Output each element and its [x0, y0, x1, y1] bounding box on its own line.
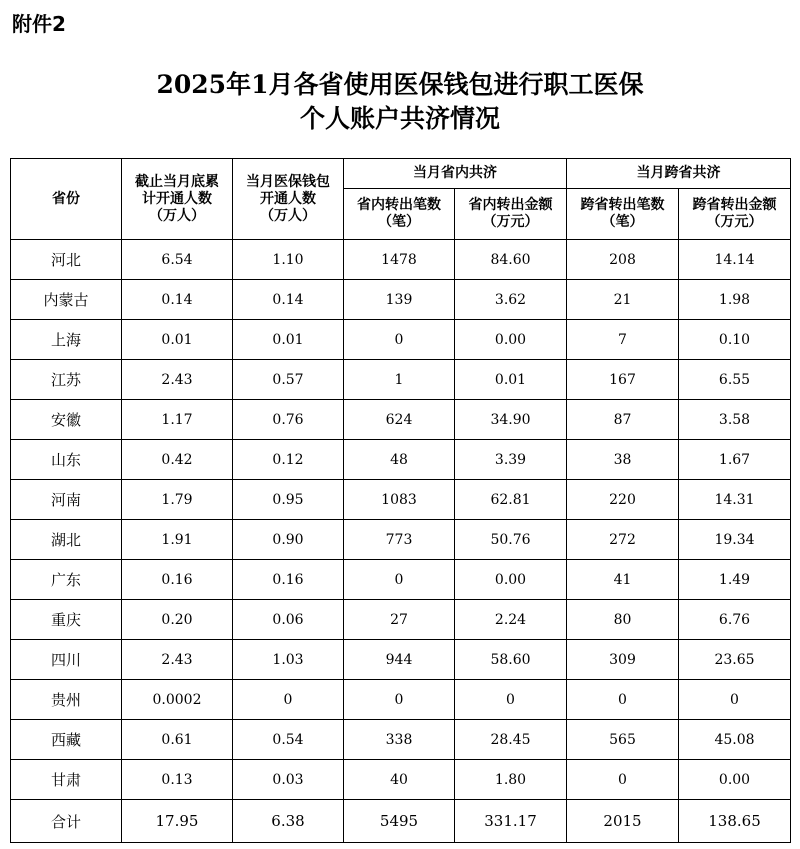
table-row	[11, 560, 791, 600]
monthly-users-cell: 1.10	[233, 240, 344, 280]
table-row	[11, 320, 791, 360]
cross-count-cell: 208	[567, 240, 679, 280]
total-cumulative-users-cell: 17.95	[122, 800, 233, 843]
province-cell: 甘肃	[11, 760, 122, 800]
intra-amount-cell: 3.62	[455, 280, 567, 320]
total-intra-count-cell: 5495	[344, 800, 455, 843]
intra-count-cell: 0	[344, 680, 455, 720]
province-cell: 上海	[11, 320, 122, 360]
document-title	[0, 68, 800, 136]
cross-amount-cell: 14.14	[679, 240, 791, 280]
total-row	[11, 800, 791, 843]
monthly-users-cell: 0.54	[233, 720, 344, 760]
attachment-label: 附件2	[12, 12, 66, 36]
intra-count-cell: 139	[344, 280, 455, 320]
cross-count-cell: 38	[567, 440, 679, 480]
intra-count-cell: 48	[344, 440, 455, 480]
cross-count-cell: 0	[567, 680, 679, 720]
province-cell: 湖北	[11, 520, 122, 560]
cumulative-users-cell: 0.14	[122, 280, 233, 320]
monthly-users-cell: 0.12	[233, 440, 344, 480]
province-cell: 广东	[11, 560, 122, 600]
cross-count-cell: 21	[567, 280, 679, 320]
province-cell: 河北	[11, 240, 122, 280]
cross-amount-cell: 0.00	[679, 760, 791, 800]
table-row	[11, 360, 791, 400]
monthly-users-cell: 0.95	[233, 480, 344, 520]
monthly-users-cell: 0.03	[233, 760, 344, 800]
cross-count-cell: 272	[567, 520, 679, 560]
cross-amount-cell: 0	[679, 680, 791, 720]
table-row	[11, 240, 791, 280]
cross-amount-cell: 14.31	[679, 480, 791, 520]
intra-count-cell: 27	[344, 600, 455, 640]
monthly-users-cell: 0.76	[233, 400, 344, 440]
cross-amount-cell: 23.65	[679, 640, 791, 680]
total-cross-amount-cell: 138.65	[679, 800, 791, 843]
monthly-users-cell: 0.57	[233, 360, 344, 400]
table-row	[11, 440, 791, 480]
monthly-users-cell: 0.06	[233, 600, 344, 640]
cross-amount-cell: 1.98	[679, 280, 791, 320]
cross-count-cell: 220	[567, 480, 679, 520]
province-cell: 安徽	[11, 400, 122, 440]
monthly-users-cell: 1.03	[233, 640, 344, 680]
intra-count-cell: 1478	[344, 240, 455, 280]
cross-amount-cell: 6.55	[679, 360, 791, 400]
cross-amount-cell: 6.76	[679, 600, 791, 640]
cumulative-users-cell: 6.54	[122, 240, 233, 280]
total-province-cell: 合计	[11, 800, 122, 843]
cross-count-cell: 565	[567, 720, 679, 760]
cumulative-users-cell: 0.16	[122, 560, 233, 600]
total-monthly-users-cell: 6.38	[233, 800, 344, 843]
intra-count-cell: 0	[344, 560, 455, 600]
province-cell: 内蒙古	[11, 280, 122, 320]
province-cell: 江苏	[11, 360, 122, 400]
province-cell: 山东	[11, 440, 122, 480]
header-intra-amount: 省内转出金额 （万元）	[455, 189, 567, 240]
intra-amount-cell: 62.81	[455, 480, 567, 520]
table-row	[11, 600, 791, 640]
table-row	[11, 720, 791, 760]
table-row	[11, 640, 791, 680]
intra-amount-cell: 58.60	[455, 640, 567, 680]
intra-amount-cell: 0.00	[455, 560, 567, 600]
header-cumulative-users: 截止当月底累 计开通人数 （万人）	[122, 159, 233, 240]
header-cross-count: 跨省转出笔数 （笔）	[567, 189, 679, 240]
intra-amount-cell: 1.80	[455, 760, 567, 800]
cumulative-users-cell: 0.42	[122, 440, 233, 480]
header-monthly-users: 当月医保钱包 开通人数 （万人）	[233, 159, 344, 240]
intra-count-cell: 1	[344, 360, 455, 400]
total-cross-count-cell: 2015	[567, 800, 679, 843]
intra-count-cell: 40	[344, 760, 455, 800]
province-cell: 西藏	[11, 720, 122, 760]
province-cell: 重庆	[11, 600, 122, 640]
cumulative-users-cell: 1.79	[122, 480, 233, 520]
cross-amount-cell: 19.34	[679, 520, 791, 560]
cross-count-cell: 167	[567, 360, 679, 400]
monthly-users-cell: 0.01	[233, 320, 344, 360]
intra-amount-cell: 0.00	[455, 320, 567, 360]
table-row	[11, 400, 791, 440]
table-row	[11, 480, 791, 520]
intra-count-cell: 944	[344, 640, 455, 680]
cumulative-users-cell: 0.0002	[122, 680, 233, 720]
cross-amount-cell: 45.08	[679, 720, 791, 760]
intra-amount-cell: 28.45	[455, 720, 567, 760]
cross-amount-cell: 1.49	[679, 560, 791, 600]
cumulative-users-cell: 0.01	[122, 320, 233, 360]
total-intra-amount-cell: 331.17	[455, 800, 567, 843]
cross-count-cell: 0	[567, 760, 679, 800]
header-intra-count: 省内转出笔数 （笔）	[344, 189, 455, 240]
table-row	[11, 520, 791, 560]
cross-count-cell: 87	[567, 400, 679, 440]
header-cross-province-group: 当月跨省共济	[567, 159, 791, 189]
intra-amount-cell: 84.60	[455, 240, 567, 280]
table-row	[11, 280, 791, 320]
table-row	[11, 680, 791, 720]
cumulative-users-cell: 1.17	[122, 400, 233, 440]
cumulative-users-cell: 0.20	[122, 600, 233, 640]
cross-count-cell: 309	[567, 640, 679, 680]
cross-amount-cell: 0.10	[679, 320, 791, 360]
cumulative-users-cell: 0.61	[122, 720, 233, 760]
intra-amount-cell: 3.39	[455, 440, 567, 480]
intra-amount-cell: 50.76	[455, 520, 567, 560]
monthly-users-cell: 0.16	[233, 560, 344, 600]
cumulative-users-cell: 2.43	[122, 360, 233, 400]
monthly-users-cell: 0.14	[233, 280, 344, 320]
cumulative-users-cell: 2.43	[122, 640, 233, 680]
title-line-2: 个人账户共济情况	[299, 104, 500, 133]
intra-amount-cell: 34.90	[455, 400, 567, 440]
header-intra-province-group: 当月省内共济	[344, 159, 567, 189]
intra-count-cell: 1083	[344, 480, 455, 520]
intra-amount-cell: 2.24	[455, 600, 567, 640]
monthly-users-cell: 0.90	[233, 520, 344, 560]
province-cell: 贵州	[11, 680, 122, 720]
intra-amount-cell: 0	[455, 680, 567, 720]
account-sharing-table	[10, 158, 791, 843]
header-province: 省份	[11, 159, 122, 240]
cumulative-users-cell: 0.13	[122, 760, 233, 800]
province-cell: 河南	[11, 480, 122, 520]
intra-amount-cell: 0.01	[455, 360, 567, 400]
cross-amount-cell: 3.58	[679, 400, 791, 440]
cross-amount-cell: 1.67	[679, 440, 791, 480]
header-cross-amount: 跨省转出金额 （万元）	[679, 189, 791, 240]
title-line-1: 2025年1月各省使用医保钱包进行职工医保	[156, 70, 644, 99]
intra-count-cell: 773	[344, 520, 455, 560]
cross-count-cell: 7	[567, 320, 679, 360]
intra-count-cell: 338	[344, 720, 455, 760]
cross-count-cell: 41	[567, 560, 679, 600]
table-body	[11, 240, 791, 843]
intra-count-cell: 624	[344, 400, 455, 440]
monthly-users-cell: 0	[233, 680, 344, 720]
intra-count-cell: 0	[344, 320, 455, 360]
province-cell: 四川	[11, 640, 122, 680]
table-row	[11, 760, 791, 800]
cross-count-cell: 80	[567, 600, 679, 640]
cumulative-users-cell: 1.91	[122, 520, 233, 560]
